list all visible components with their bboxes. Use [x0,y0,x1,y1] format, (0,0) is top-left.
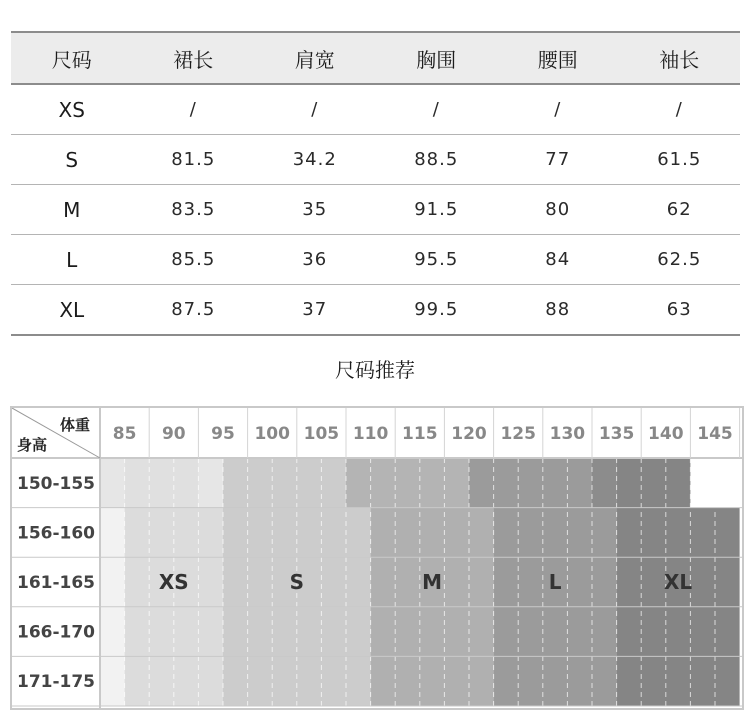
weight-tick-label: 95 [211,424,235,444]
table-cell: 81.5 [133,135,255,185]
table-cell: 62 [619,185,741,235]
weight-tick-label: 120 [451,424,487,444]
table-cell: 87.5 [133,285,255,336]
size-band-cell [371,508,494,558]
table-cell: 77 [497,135,619,185]
table-cell: 91.5 [376,185,498,235]
size-band-cell [617,508,740,558]
table-cell: 99.5 [376,285,498,336]
size-band-cell [592,458,617,508]
size-band-cell [125,656,223,706]
table-row [11,185,740,235]
table-cell: 34.2 [254,135,376,185]
table-cell: 35 [254,185,376,235]
height-tick-label: 161-165 [16,573,96,593]
size-band-label: S [289,570,305,594]
table-cell: / [254,84,376,135]
size-band-cell [223,656,371,706]
weight-tick-label: 140 [648,424,684,444]
weight-tick-label: 105 [303,424,340,444]
size-band-cell [617,458,691,508]
weight-tick-label: 125 [500,424,536,444]
size-band-cell [198,458,223,508]
corner-height-label: 身高 [17,436,48,454]
table-cell: 85.5 [133,235,255,285]
size-band-label: M [422,570,443,594]
size-band-cell [223,458,346,508]
weight-tick-label: 90 [161,424,186,444]
height-tick-label: 150-155 [16,473,96,494]
table-cell: 36 [254,235,376,285]
size-band-cell [100,656,125,706]
size-band-cell [100,508,125,558]
header-bust: 胸围 [376,32,498,84]
table-cell: 62.5 [619,235,741,285]
height-tick-label: 171-175 [16,672,96,693]
size-band-label: XS [158,570,189,594]
table-cell: 84 [497,235,619,285]
header-shoulder-width: 肩宽 [254,32,376,84]
size-band-cell [125,458,199,508]
table-cell: 63 [619,285,741,336]
table-cell: 88 [497,285,619,336]
corner-weight-label: 体重 [60,416,91,434]
table-row [11,285,740,336]
size-recommendation-grid [10,406,744,710]
height-tick-label: 156-160 [16,523,96,544]
size-chart-table [11,31,740,336]
table-cell: L [11,235,133,285]
table-cell: 80 [497,185,619,235]
size-band-cell [469,458,592,508]
table-row [11,235,740,285]
size-band-cell [100,458,125,508]
size-band-label: XL [664,570,693,594]
size-band-cell [617,607,740,657]
height-tick-label: 166-170 [16,622,96,643]
table-cell: 88.5 [376,135,498,185]
table-cell: S [11,135,133,185]
weight-tick-label: 130 [549,424,586,444]
table-cell: 83.5 [133,185,255,235]
header-sleeve-length: 袖长 [619,32,741,84]
table-cell: 37 [254,285,376,336]
header-waist: 腰围 [497,32,619,84]
table-cell: 61.5 [619,135,741,185]
table-cell: XS [11,84,133,135]
table-cell: 95.5 [376,235,498,285]
header-dress-length: 裙长 [133,32,255,84]
size-band-cell [371,607,494,657]
table-cell: XL [11,285,133,336]
table-row [11,84,740,135]
header-size: 尺码 [11,32,133,84]
weight-tick-label: 100 [254,424,290,444]
table-cell: M [11,185,133,235]
table-cell: / [619,84,741,135]
size-band-cell [100,607,125,657]
size-band-cell [494,607,617,657]
size-band-cell [100,557,125,607]
table-cell: / [133,84,255,135]
table-cell: / [376,84,498,135]
size-recommendation-svg [12,408,742,708]
size-band-cell [494,508,617,558]
size-recommendation-title: 尺码推荐 [335,358,415,382]
size-band-label: L [548,570,562,594]
table-row [11,135,740,185]
size-chart-header-row [11,32,740,84]
weight-tick-label: 135 [598,424,635,444]
size-band-cell [371,656,494,706]
weight-tick-label: 145 [697,424,733,444]
weight-tick-label: 110 [352,424,389,444]
table-cell: / [497,84,619,135]
size-band-cell [617,656,740,706]
size-band-cell [346,458,469,508]
size-band-cell [494,656,617,706]
weight-tick-label: 115 [402,424,438,444]
weight-tick-label: 85 [112,424,137,444]
